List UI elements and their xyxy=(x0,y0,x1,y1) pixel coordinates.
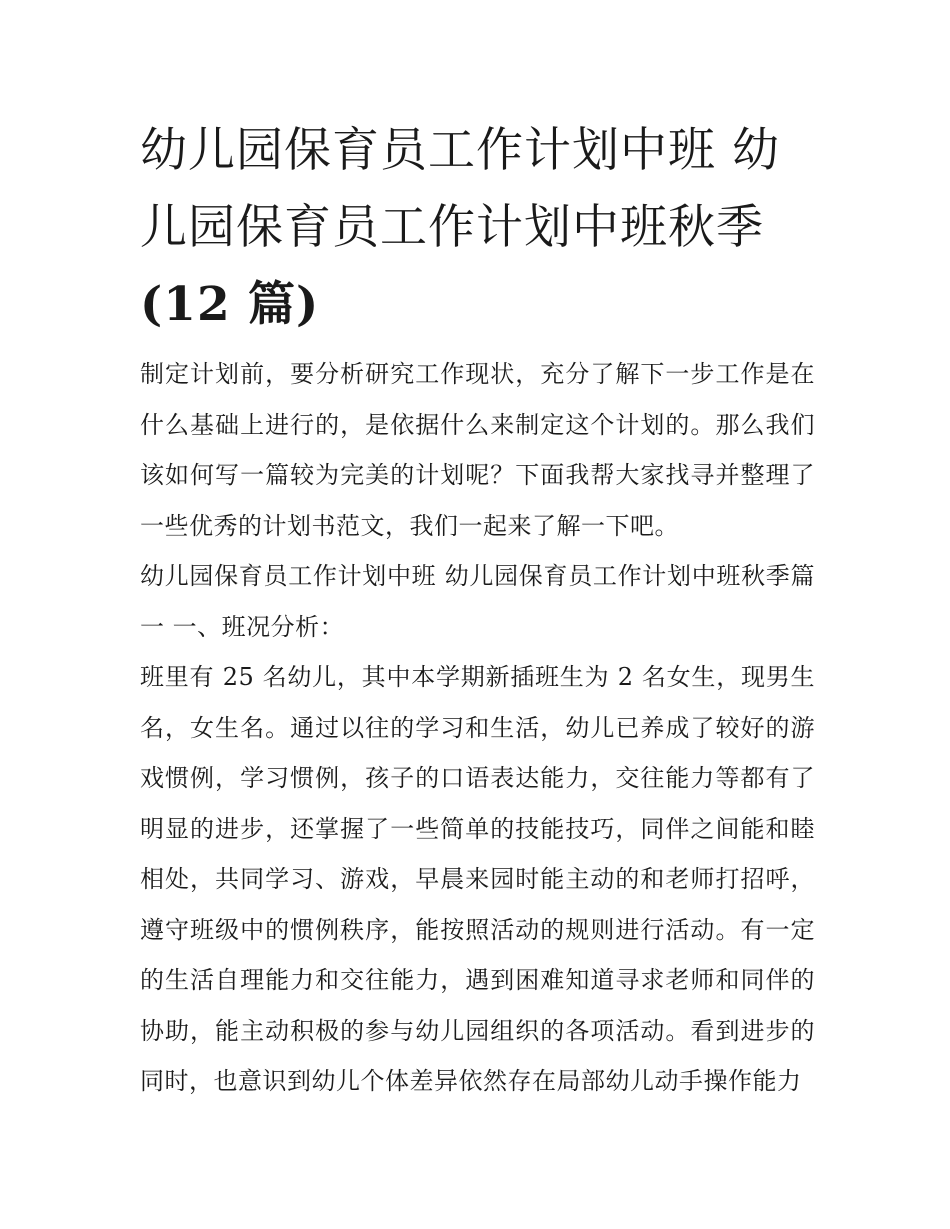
document-page xyxy=(140,112,815,1107)
intro-paragraph: 制定计划前，要分析研究工作现状，充分了解下一步工作是在什么基础上进行的，是依据什么来制定这个计划的。那么我们该如何写一篇较为完美的计划呢？下面我帮大家找寻并整理了一些优秀的计划书范文，我们一起来了解一下吧。 xyxy=(140,360,815,540)
body-paragraph: 班里有 25 名幼儿，其中本学期新插班生为 2 名女生，现男生名，女生名。通过以往的学习和生活，幼儿已养成了较好的游戏惯例，学习惯例，孩子的口语表达能力，交往能力等都有了明显的进步，还掌握了一些简单的技能技巧，同伴之间能和睦相处，共同学习、游戏，早晨来园时能主动的和老师打招呼，遵守班级中的惯例秩序，能按照活动的规则进行活动。有一定的生活自理能力和交往能力，遇到困难知道寻求老师和同伴的协助，能主动积极的参与幼儿园组织的各项活动。看到进步的同时，也意识到幼儿个体差异依然存在局部幼儿动手操作能力 xyxy=(140,663,815,1095)
document-title xyxy=(140,112,815,343)
title-line-1: 幼儿园保育员工作计划中班 幼 xyxy=(140,123,780,178)
title-line-3: (12 篇) xyxy=(140,277,320,332)
section-subheading: 幼儿园保育员工作计划中班 幼儿园保育员工作计划中班秋季篇一 一、班况分析： xyxy=(140,562,815,641)
title-line-2: 儿园保育员工作计划中班秋季 xyxy=(140,200,764,255)
